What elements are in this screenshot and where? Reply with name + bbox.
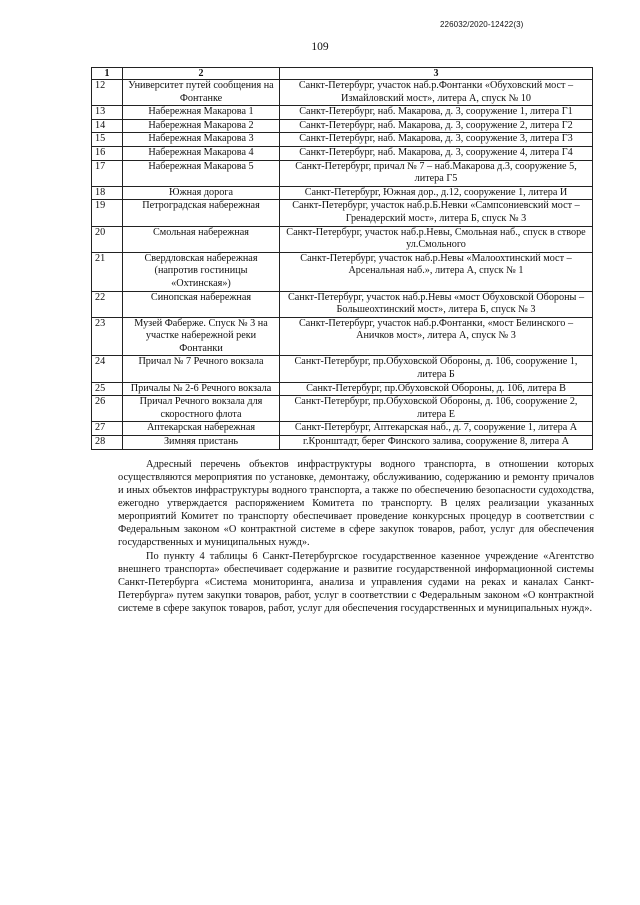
object-address: Санкт-Петербург, участок наб.р.Невы, Смольная наб., спуск в створе ул.Смольного — [280, 226, 593, 252]
table-row — [92, 291, 593, 317]
object-name: Набережная Макарова 5 — [123, 160, 280, 186]
object-name: Смольная набережная — [123, 226, 280, 252]
object-address: Санкт-Петербург, причал № 7 – наб.Макарова д.3, сооружение 5, литера Г5 — [280, 160, 593, 186]
object-name: Петроградская набережная — [123, 200, 280, 226]
object-address: Санкт-Петербург, участок наб.р.Фонтанки «Обуховский мост – Измайловский мост», литера А, спуск № 10 — [280, 80, 593, 106]
object-name: Университет путей сообщения на Фонтанке — [123, 80, 280, 106]
object-name: Набережная Макарова 1 — [123, 106, 280, 120]
object-name: Аптекарская набережная — [123, 422, 280, 436]
row-number: 23 — [92, 317, 123, 356]
table-row — [92, 252, 593, 291]
page-number: 109 — [311, 41, 329, 53]
table-row — [92, 396, 593, 422]
table-row — [92, 146, 593, 160]
object-address: Санкт-Петербург, наб. Макарова, д. 3, сооружение 4, литера Г4 — [280, 146, 593, 160]
table-row — [92, 356, 593, 382]
row-number: 15 — [92, 133, 123, 147]
row-number: 16 — [92, 146, 123, 160]
table-row — [92, 317, 593, 356]
row-number: 21 — [92, 252, 123, 291]
object-address: г.Кронштадт, берег Финского залива, сооружение 8, литера А — [280, 436, 593, 450]
table-row — [92, 119, 593, 133]
object-address: Санкт-Петербург, участок наб.р.Невы «мост Обуховской Обороны – Большеохтинский мост», литера Б, спуск № 3 — [280, 291, 593, 317]
object-name: Свердловская набережная (напротив гостиницы «Охтинская») — [123, 252, 280, 291]
table-row — [92, 106, 593, 120]
column-header: 1 — [92, 68, 123, 80]
table-row — [92, 422, 593, 436]
object-address: Санкт-Петербург, Аптекарская наб., д. 7, сооружение 1, литера А — [280, 422, 593, 436]
objects-table — [91, 67, 593, 450]
row-number: 12 — [92, 80, 123, 106]
object-address: Санкт-Петербург, пр.Обуховской Обороны, д. 106, сооружение 2, литера Е — [280, 396, 593, 422]
row-number: 28 — [92, 436, 123, 450]
object-address: Санкт-Петербург, участок наб.р.Фонтанки, «мост Белинского – Аничков мост», литера А, спуск № 3 — [280, 317, 593, 356]
column-header: 2 — [123, 68, 280, 80]
column-header: 3 — [280, 68, 593, 80]
object-name: Южная дорога — [123, 186, 280, 200]
row-number: 24 — [92, 356, 123, 382]
object-name: Набережная Макарова 4 — [123, 146, 280, 160]
row-number: 27 — [92, 422, 123, 436]
row-number: 25 — [92, 382, 123, 396]
table-row — [92, 186, 593, 200]
paragraph: По пункту 4 таблицы 6 Санкт-Петербургское государственное казенное учреждение «Агентство внешнего транспорта» обеспечивает содержание и развитие государственной информационной системы Санкт-Петербурга «Система мониторинга, анализа и управления судами на реках и каналах Санкт-Петербурга» путем закупки товаров, работ, услуг в соответствии с Федеральным законом «О контрактной системе в сфере закупок товаров, работ, услуг для обеспечения государственных и муниципальных нужд». — [118, 551, 594, 614]
object-name: Музей Фаберже. Спуск № 3 на участке набережной реки Фонтанки — [123, 317, 280, 356]
table-row — [92, 436, 593, 450]
object-address: Санкт-Петербург, Южная дор., д.12, сооружение 1, литера И — [280, 186, 593, 200]
object-address: Санкт-Петербург, наб. Макарова, д. 3, сооружение 1, литера Г1 — [280, 106, 593, 120]
row-number: 18 — [92, 186, 123, 200]
row-number: 13 — [92, 106, 123, 120]
object-name: Причал № 7 Речного вокзала — [123, 356, 280, 382]
object-name: Причалы № 2-6 Речного вокзала — [123, 382, 280, 396]
object-name: Причал Речного вокзала для скоростного флота — [123, 396, 280, 422]
object-name: Синопская набережная — [123, 291, 280, 317]
table-row — [92, 226, 593, 252]
table-row — [92, 80, 593, 106]
row-number: 26 — [92, 396, 123, 422]
row-number: 20 — [92, 226, 123, 252]
object-name: Зимняя пристань — [123, 436, 280, 450]
table-header-row — [92, 68, 593, 80]
object-address: Санкт-Петербург, наб. Макарова, д. 3, сооружение 3, литера Г3 — [280, 133, 593, 147]
document-id: 226032/2020-12422(3) — [440, 20, 524, 29]
object-address: Санкт-Петербург, участок наб.р.Невы «Малоохтинский мост – Арсенальная наб.», литера А, спуск № 1 — [280, 252, 593, 291]
object-address: Санкт-Петербург, пр.Обуховской Обороны, д. 106, литера В — [280, 382, 593, 396]
object-name: Набережная Макарова 2 — [123, 119, 280, 133]
row-number: 14 — [92, 119, 123, 133]
paragraph: Адресный перечень объектов инфраструктуры водного транспорта, в отношении которых осуществляются мероприятия по установке, демонтажу, обслуживанию, содержанию и ремонту причалов и иных объектов инфраструктуры водного транспорта, а также по обеспечению безопасности судоходства, ежегодно утверждается распоряжением Комитета по транспорту. В целях реализации указанных мероприятий Комитет по транспорту обеспечивает проведение конкурсных процедур в соответствии с Федеральным законом «О контрактной системе в сфере закупок товаров, работ, услуг для обеспечения государственных и муниципальных нужд». — [118, 459, 594, 548]
table-row — [92, 200, 593, 226]
row-number: 17 — [92, 160, 123, 186]
table-row — [92, 382, 593, 396]
row-number: 19 — [92, 200, 123, 226]
row-number: 22 — [92, 291, 123, 317]
table-row — [92, 133, 593, 147]
object-address: Санкт-Петербург, наб. Макарова, д. 3, сооружение 2, литера Г2 — [280, 119, 593, 133]
object-address: Санкт-Петербург, участок наб.р.Б.Невки «Сампсониевский мост – Гренадерский мост», литера Б, спуск № 3 — [280, 200, 593, 226]
table-row — [92, 160, 593, 186]
object-address: Санкт-Петербург, пр.Обуховской Обороны, д. 106, сооружение 1, литера Б — [280, 356, 593, 382]
object-name: Набережная Макарова 3 — [123, 133, 280, 147]
